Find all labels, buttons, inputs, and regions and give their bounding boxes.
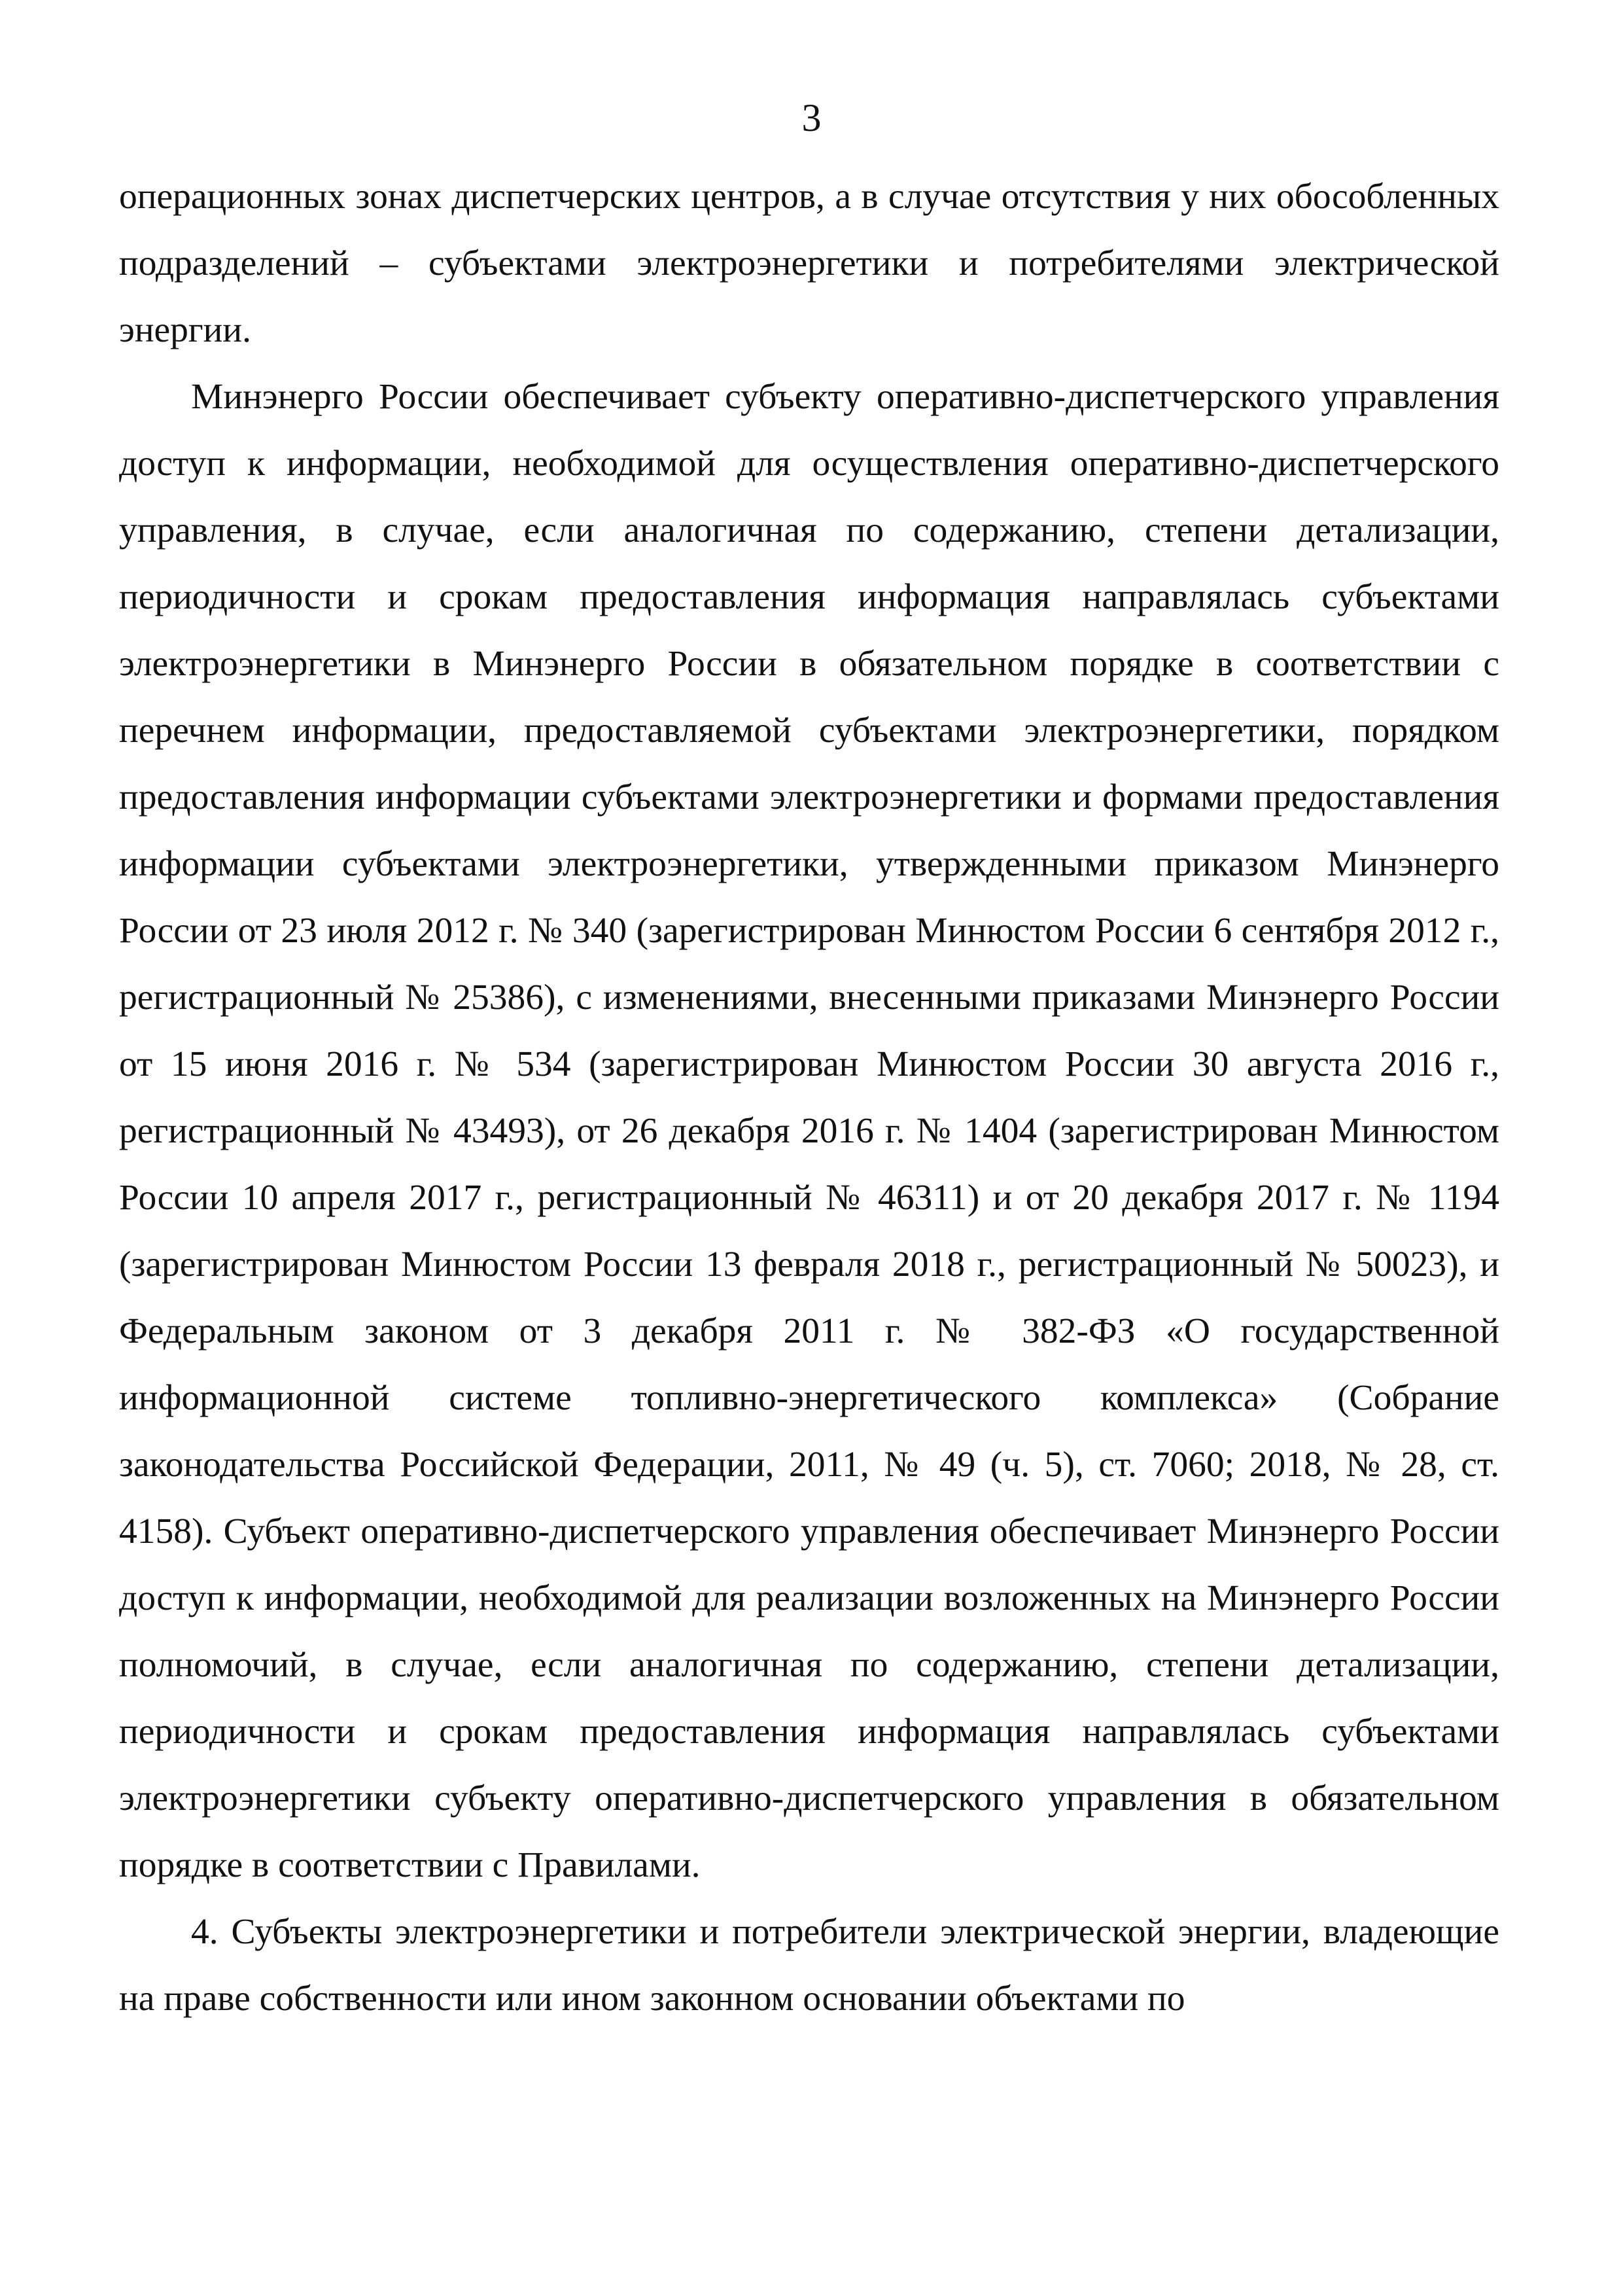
page-number: 3 <box>801 96 822 139</box>
paragraph-minenergo-access: Минэнерго России обеспечивает субъекту оперативно-диспетчерского управления доступ к информации, необходимой для осуществления оперативно-диспетчерского управления, в случае, если аналогичная по содержанию, степени детализации, периодичности и срокам предоставления информация направлялась субъектами электроэнергетики в Минэнерго России в обязательном порядке в соответствии с перечнем информации, предоставляемой субъектами электроэнергетики, порядком предоставления информации субъектами электроэнергетики и формами предоставления информации субъектами электроэнергетики, утвержденными приказом Минэнерго России от 23 июля 2012 г. № 340 (зарегистрирован Минюстом России 6 сентября 2012 г., регистрационный № 25386), с изменениями, внесенными приказами Минэнерго России от 15 июня 2016 г. № 534 (зарегистрирован Минюстом России 30 августа 2016 г., регистрационный № 43493), от 26 декабря 2016 г. № 1404 (зарегистрирован Минюстом России 10 апреля 2017 г., регистрационный № 46311) и от 20 декабря 2017 г. № 1194 (зарегистрирован Минюстом России 13 февраля 2018 г., регистрационный № 50023), и Федеральным законом от 3 декабря 2011 г. № 382-ФЗ «О государственной информационной системе топливно-энергетического комплекса» (Собрание законодательства Российской Федерации, 2011, № 49 (ч. 5), ст. 7060; 2018, № 28, ст. 4158). Субъект оперативно-диспетчерского управления обеспечивает Минэнерго России доступ к информации, необходимой для реализации возложенных на Минэнерго России полномочий, в случае, если аналогичная по содержанию, степени детализации, периодичности и срокам предоставления информация направлялась субъектами электроэнергетики субъекту оперативно-диспетчерского управления в обязательном порядке в соответствии с Правилами. <box>119 377 1499 1885</box>
paragraph-continuation: операционных зонах диспетчерских центров, а в случае отсутствия у них обособленных подразделений – субъектами электроэнергетики и потребителями электрической энергии. <box>119 177 1499 350</box>
body-text <box>119 164 1499 2032</box>
paragraph-item-4: 4. Субъекты электроэнергетики и потребители электрической энергии, владеющие на праве собственности или ином законном основании объектами по <box>119 1912 1499 2019</box>
